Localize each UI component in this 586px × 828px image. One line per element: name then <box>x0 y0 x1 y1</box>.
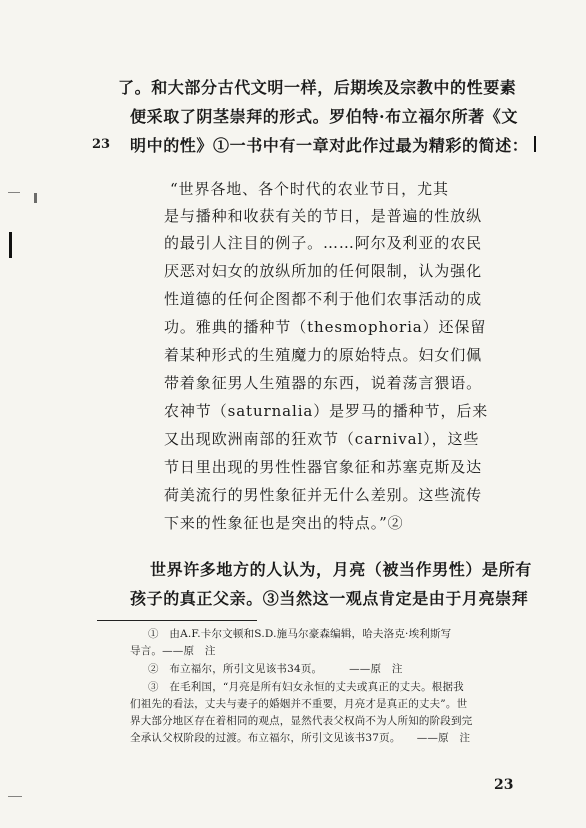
scan-mark <box>534 136 536 152</box>
quote-line: 节日里出现的男性性器官象征和苏塞克斯及达 <box>164 458 483 476</box>
quote-line: 性道德的任何企图都不利于他们农事活动的成 <box>164 290 483 308</box>
quote-line: 带着象征男人生殖器的东西，说着荡言猥语。 <box>164 374 483 392</box>
footnote-rule <box>97 620 257 621</box>
footnote-line: 导言。——原 注 <box>130 645 216 657</box>
body-line: 明中的性》①一书中有一章对此作过最为精彩的简述： <box>130 136 529 155</box>
quote-line: 农神节（saturnalia）是罗马的播种节，后来 <box>164 402 489 420</box>
page-number: 23 <box>494 777 514 793</box>
body-line: 了。和大部分古代文明一样，后期埃及宗教中的性要素 <box>118 78 517 97</box>
quote-line: 荷美流行的男性象征并无什么差别。这些流传 <box>164 486 483 504</box>
scan-mark <box>8 796 22 797</box>
quote-line: 的最引人注目的例子。……阿尔及利亚的农民 <box>164 234 483 252</box>
scan-mark <box>34 193 37 203</box>
footnote-line: 界大部分地区存在着相同的观点，显然代表父权尚不为人所知的阶段到完 <box>130 715 473 727</box>
quote-line: 是与播种和收获有关的节日，是普遍的性放纵 <box>164 207 483 225</box>
scan-mark <box>9 232 12 258</box>
quote-line: 功。雅典的播种节（thesmophoria）还保留 <box>164 318 487 336</box>
footnote-line: ② 布立福尔，所引文见该书34页。 ——原 注 <box>148 663 403 675</box>
body-line: 世界许多地方的人认为，月亮（被当作男性）是所有 <box>150 560 532 579</box>
footnote-line: ① 由A.F.卡尔文顿和S.D.施马尔豪森编辑，哈夫洛克·埃利斯写 <box>148 628 452 640</box>
margin-line-number: 23 <box>92 137 111 152</box>
quote-line: 着某种形式的生殖魔力的原始特点。妇女们佩 <box>164 346 483 364</box>
body-line: 便采取了阴茎崇拜的形式。罗伯特·布立福尔所著《文 <box>130 107 518 126</box>
body-line: 孩子的真正父亲。③当然这一观点肯定是由于月亮崇拜 <box>130 589 529 608</box>
quote-line: “世界各地、各个时代的农业节日，尤其 <box>170 180 449 198</box>
footnote-line: 全承认父权阶段的过渡。布立福尔，所引文见该书37页。 ——原 注 <box>130 732 471 744</box>
footnote-line: ③ 在毛利国，“月亮是所有妇女永恒的丈夫或真正的丈夫。根据我 <box>148 681 464 693</box>
scan-mark <box>8 192 20 193</box>
quote-line: 又出现欧洲南部的狂欢节（carnival），这些 <box>164 430 480 448</box>
quote-line: 厌恶对妇女的放纵所加的任何限制，认为强化 <box>164 262 483 280</box>
footnote-line: 们祖先的看法，丈夫与妻子的婚姻并不重要，月亮才是真正的丈夫”。世 <box>130 698 468 710</box>
quote-line: 下来的性象征也是突出的特点。”② <box>164 514 404 532</box>
